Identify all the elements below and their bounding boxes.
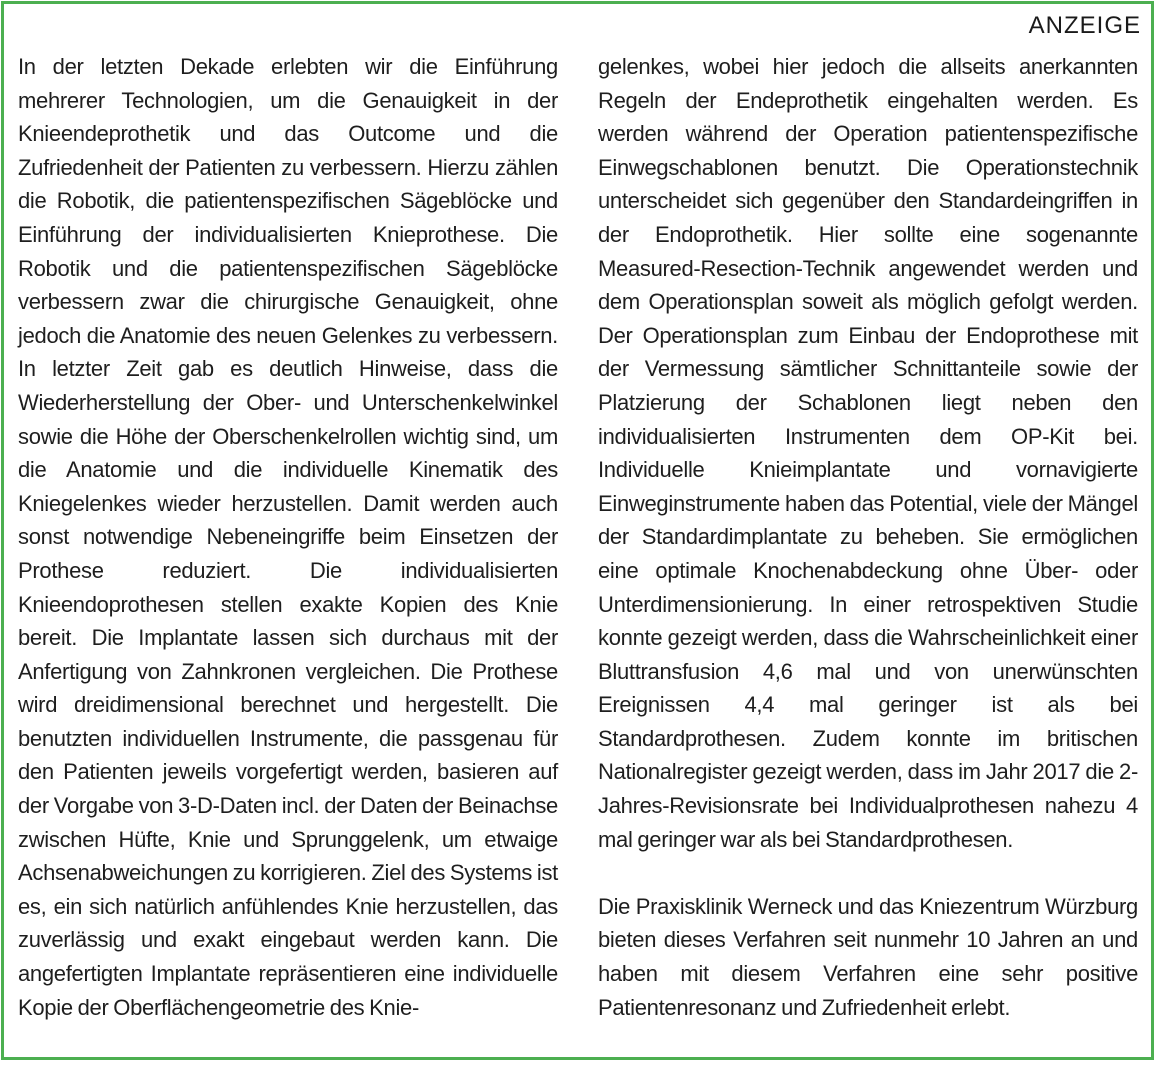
right-column-paragraph-2: Die Praxisklinik Werneck und das Kniezentrum Würzburg bieten dieses Verfahren seit nunmehr 10 Jahren an und haben mit diesem Verfahren eine sehr positive Patientenresonanz und Zufriedenheit erlebt. [598, 893, 1138, 1020]
advertisement-label: ANZEIGE [1028, 12, 1141, 39]
right-column-paragraph-1: gelenkes, wobei hier jedoch die allseits anerkannten Regeln der Endeprothetik eingehalten werden. Es werden während der Operation patientenspezifische Einwegschablonen benutzt. Die Operationstechnik unterscheidet sich gegenüber den Standardeingriffen in der Endoprothetik. Hier sollte eine sogenannte Measured-Resection-Technik angewendet werden und dem Operationsplan soweit als möglich gefolgt werden. Der Operationsplan zum Einbau der Endoprothese mit der Vermessung sämtlicher Schnittanteile sowie der Platzierung der Schablonen liegt neben den individualisierten Instrumenten dem OP-Kit bei. Individuelle Knieimplantate und vornavigierte Einweginstrumente haben das Potential, viele der Mängel der Standardimplantate zu beheben. Sie ermöglichen eine optimale Knochenabdeckung ohne Über- oder Unterdimensionierung. In einer retrospektiven Studie konnte gezeigt werden, dass die Wahrscheinlichkeit einer Bluttransfusion 4,6 mal und von unerwünschten Ereignissen 4,4 mal geringer ist als bei Standardprothesen. Zudem konnte im britischen Nationalregister gezeigt werden, dass im Jahr 2017 die 2-Jahres-Revisionsrate bei Individualprothesen nahezu 4 mal geringer war als bei Standardprothesen. [598, 54, 1138, 852]
right-column [598, 50, 1138, 1024]
left-column-text: In der letzten Dekade erlebten wir die Einführung mehrerer Technologien, um die Genauigkeit in der Knieendeprothetik und das Outcome und die Zufriedenheit der Patienten zu verbessern. Hierzu zählen die Robotik, die patientenspezifischen Sägeblöcke und Einführung der individualisierten Knieprothese. Die Robotik und die patientenspezifischen Sägeblöcke verbessern zwar die chirurgische Genauigkeit, ohne jedoch die Anatomie des neuen Gelenkes zu verbessern. In letzter Zeit gab es deutlich Hinweise, dass die Wiederherstellung der Ober- und Unterschenkelwinkel sowie die Höhe der Oberschenkelrollen wichtig sind, um die Anatomie und die individuelle Kinematik des Kniegelenkes wieder herzustellen. Damit werden auch sonst notwendige Nebeneingriffe beim Einsetzen der Prothese reduziert. Die individualisierten Knieendoprothesen stellen exakte Kopien des Knie bereit. Die Implantate lassen sich durchaus mit der Anfertigung von Zahnkronen vergleichen. Die Prothese wird dreidimensional berechnet und hergestellt. Die benutzten individuellen Instrumente, die passgenau für den Patienten jeweils vorgefertigt werden, basieren auf der Vorgabe von 3-D-Daten incl. der Daten der Beinachse zwischen Hüfte, Knie und Sprunggelenk, um etwaige Achsenabweichungen zu korrigieren. Ziel des Systems ist es, ein sich natürlich anfühlendes Knie herzustellen, das zuverlässig und exakt eingebaut werden kann. Die angefertigten Implantate repräsentieren eine individuelle Kopie der Oberflächengeometrie des Knie- [18, 54, 558, 1020]
left-column [18, 50, 558, 1024]
